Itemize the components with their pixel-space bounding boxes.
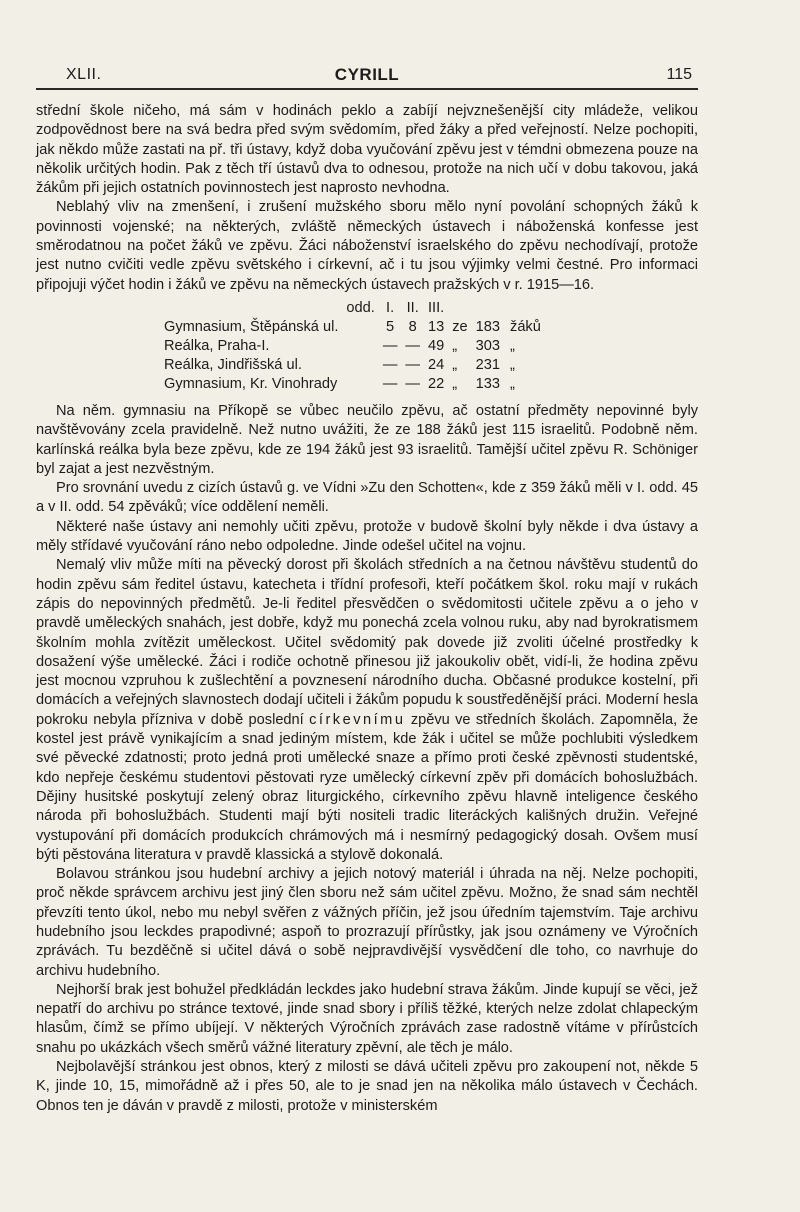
- class-3-count: 24: [428, 356, 445, 373]
- page-body: [36, 102, 698, 1116]
- table-row: [160, 337, 545, 356]
- class-2-count: —: [405, 356, 420, 373]
- table-header-cell: II.: [406, 299, 419, 316]
- paragraph: [36, 556, 698, 865]
- paragraph: Na něm. gymnasiu na Příkopě se vůbec neučilo zpěvu, ač ostatní předměty nepovinné byly navštěvovány zcela pravidelně. Než nutno uvážiti, že ze 188 žáků jest 115 israelitů. Podobně něm. karlínská reálka byla beze zpěvu, kde ze 194 žáků jest 93 israelitů. Tamější učitel zpěvu R. Schöniger byl zajat a jest nezvěstným.: [36, 402, 698, 477]
- total-students: 303: [475, 337, 501, 354]
- table-header-cell: III.: [428, 299, 445, 316]
- unit: žáků: [510, 318, 541, 335]
- paragraph: Pro srovnání uvedu z cizích ústavů g. ve Vídni »Zu den Schotten«, kde z 359 žáků měli v I. odd. 45 a v II. odd. 54 zpěváků; více oddělení neměli.: [36, 480, 698, 516]
- paragraph: Nejhorší brak jest bohužel předkládán leckdes jako hudební strava žákům. Jinde kupují se věci, jež nepatří do archivu po stránce textové, jinde snad sbory i příliš těžké, kterých nelze zdolat chlapeckým hlasům, čímž se přímo ubíjejí. V některých Výročních zprávách zase radostně vítáme v přírůstcích snahu po ukázkách všech směrů vážné literatury zpěvní, ale těch je málo.: [36, 981, 698, 1056]
- emphasized-word: církevnímu: [309, 711, 406, 728]
- paragraph-text: Nemalý vliv může míti na pěvecký dorost při školách středních a na četnou návštěvu studentů do hodin zpěvu sám ředitel ústavu, katecheta i třídní profesoři, kteří počátkem škol. roku mají v rukách zápis do nepovinných předmětů. Je-li ředitel přesvědčen o svědomitosti učitele zpěvu a o jeho v pravdě uměleckých snahách, jest dobře, když mu ponechá zcela volnou ruku, aby nad byrokratismem školním mohla zvítězit uměleckost. Učitel svědomitý pak dovede již zvoliti účelné prostředky k dosažení výše umělecké. Žáci i rodiče ochotně přinesou již jakoukoliv obět, vidí-li, že hodina zpěvu jest mocnou vzpruhou k zušlechtění a povznesení národního ducha. Občasné produkce kostelní, při domácích a veřejných slavnostech dodají učiteli i žákům popudu k soustředěnější práci. Moderní hesla pokroku nebyla přízniva v době poslední: [36, 557, 698, 728]
- unit: „: [510, 356, 515, 373]
- journal-title: CYRILL: [334, 65, 400, 84]
- page-number: 115: [666, 66, 692, 83]
- table-header-cell: odd.: [346, 299, 375, 316]
- school-name: Gymnasium, Štěpánská ul.: [164, 318, 339, 335]
- total-students: 231: [475, 356, 501, 373]
- total-students: 183: [475, 318, 501, 335]
- class-2-count: 8: [408, 318, 417, 335]
- unit: „: [510, 337, 515, 354]
- table-row: [160, 375, 545, 394]
- class-1-count: —: [382, 337, 398, 354]
- table-header-cell: I.: [386, 299, 395, 316]
- prefix: „: [452, 375, 458, 392]
- class-1-count: —: [382, 356, 398, 373]
- paragraph-text: zpěvu ve středních školách. Zapomněla, že kostel jest právě vynikajícím a snad jediným místem, kde žák i učitel se může pochlubiti výsledkem své pěvecké zdatnosti; proto jedná proti umělecké snaze a přímo proti české zpěvnosti studentské, kdo nepřeje českému studentovi pěstovati ryze umělecký církevní zpěv při domácích bohoslužbách. Dějiny husitské poskytují zelený obraz liturgického, církevního zpěvu hlavně inteligence českého národa při bohoslužbách. Studenti mají býti nositeli tradic literáckých kališných družin. Veřejné vystupování při domácích produkcích chrámových má i nesmírný pedagogický dosah. Ovšem musí býti pěstována literatura v pravdě klassická a stylově dokonalá.: [36, 711, 698, 863]
- volume-number: XLII.: [66, 66, 102, 83]
- singing-statistics-table: [160, 299, 545, 394]
- class-3-count: 13: [428, 318, 445, 335]
- class-2-count: —: [405, 375, 420, 392]
- paragraph: Neblahý vliv na zmenšení, i zrušení mužského sboru mělo nyní povolání schopných žáků k povinnosti vojenské; na některých, zvláště německých ústavech i náboženská konfesse jest směrodatnou na počet žáků ve zpěvu. Žáci náboženství israelského do zpěvu nechodívají, protože jest nutno cvičiti vedle zpěvu světského i církevní, ač i tu jsou výjimky velmi čestné. Pro informaci připojuji výčet hodin i žáků ve zpěvu na německých ústavech pražských v r. 1915—16.: [36, 199, 698, 293]
- table-header-row: [160, 299, 545, 318]
- class-1-count: 5: [386, 318, 395, 335]
- total-students: 133: [475, 375, 501, 392]
- prefix: „: [452, 337, 458, 354]
- paragraph: Některé naše ústavy ani nemohly učiti zpěvu, protože v budově školní byly někde i dva ústavy a měly střídavé vyučování ráno nebo odpoledne. Jinde odešel učitel na vojnu.: [36, 518, 698, 555]
- school-name: Gymnasium, Kr. Vinohrady: [164, 375, 338, 392]
- class-1-count: —: [382, 375, 398, 392]
- running-header: [36, 62, 698, 90]
- paragraph: Nejbolavější stránkou jest obnos, který z milosti se dává učiteli zpěvu pro zakoupení not, někde 5 K, jinde 10, 15, mimořádně až i přes 50, ale to je snad jen na několika málo ústavech v Čechách. Obnos ten je dáván v pravdě z milosti, protože v ministerském: [36, 1059, 698, 1114]
- prefix: „: [452, 356, 458, 373]
- class-3-count: 49: [428, 337, 445, 354]
- paragraph: Bolavou stránkou jsou hudební archivy a jejich notový materiál i úhrada na něj. Nelze pochopiti, proč někde správcem archivu jest jiný člen sboru než sám učitel zpěvu. Možno, že snad sám nechtěl převzíti tento úkol, nebo mu nebyl svěřen z vážných příčin, jež jsou úředním tajemstvím. Taje archivu hudebního jsou leckdes prapodivné; aspoň to prozrazují přírůstky, jak jsou oznámeny ve Výročních zprávách. Tu bezděčně si učitel dává o sobě nejpravdivější vysvědčení dle toho, co navrhuje do archivu hudebního.: [36, 866, 698, 979]
- class-3-count: 22: [428, 375, 445, 392]
- school-name: Reálka, Praha-I.: [164, 337, 270, 354]
- table-row: [160, 318, 545, 337]
- school-name: Reálka, Jindřišská ul.: [164, 356, 302, 373]
- prefix: ze: [452, 318, 468, 335]
- class-2-count: —: [405, 337, 420, 354]
- unit: „: [510, 375, 515, 392]
- table-row: [160, 356, 545, 375]
- paragraph-continued: střední škole ničeho, má sám v hodinách peklo a zabíjí nejvznešenější city mládeže, velikou zodpovědnost bere na svá bedra před svým svědomím, před žáky a před veřejností. Nelze pochopiti, jak někdo může zastati na př. tři ústavy, když doba vyučování zpěvu jest v témdni obmezena pouze na několik určitých hodin. Pak z těch tří ústavů dva to odnesou, protože na nich učí v dobu takovou, jaká žákům při jejich ostatních povinnostech jest naprosto nevhodna.: [36, 103, 698, 197]
